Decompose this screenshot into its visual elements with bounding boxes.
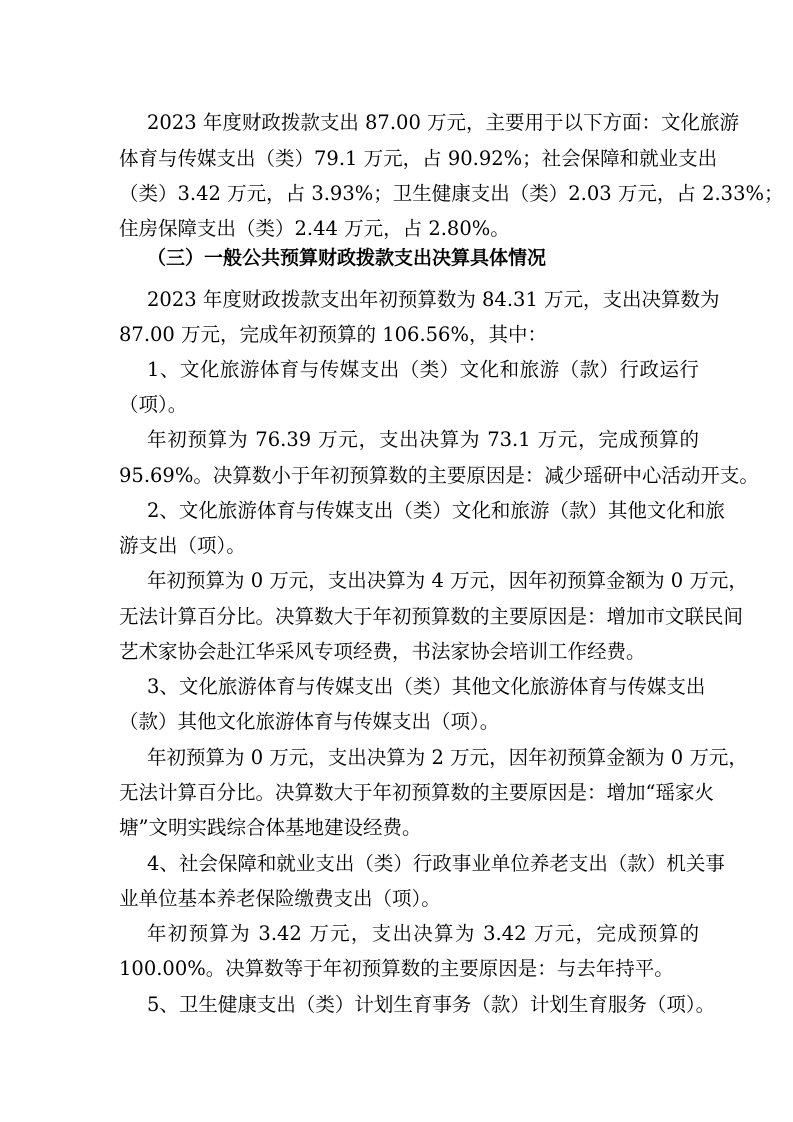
paragraph-line: 塘”文明实践综合体基地建设经费。	[119, 816, 422, 839]
list-item: 2、文化旅游体育与传媒支出（类）文化和旅游（款）其他文化和旅	[147, 499, 725, 522]
paragraph-line: 100.00%。决算数等于年初预算数的主要原因是：与去年持平。	[119, 957, 674, 980]
paragraph-line: 无法计算百分比。决算数大于年初预算数的主要原因是：增加“瑶家火	[119, 781, 714, 804]
paragraph-line: 年初预算为 0 万元，支出决算为 2 万元，因年初预算金额为 0 万元，	[147, 746, 748, 769]
list-item: （款）其他文化旅游体育与传媒支出（项）。	[119, 710, 500, 733]
paragraph-line: 87.00 万元，完成年初预算的 106.56%，其中：	[119, 323, 547, 346]
list-item: （项）。	[119, 393, 188, 416]
list-item: 游支出（项）。	[119, 534, 246, 557]
paragraph-line: 95.69%。决算数小于年初预算数的主要原因是：减少瑶研中心活动开支。	[119, 464, 759, 487]
list-item: 1、文化旅游体育与传媒支出（类）文化和旅游（款）行政运行	[147, 358, 699, 381]
paragraph-line: 住房保障支出（类）2.44 万元，占 2.80%。	[119, 217, 510, 240]
list-item: 5、卫生健康支出（类）计划生育事务（款）计划生育服务（项）。	[147, 993, 716, 1016]
paragraph-line: 体育与传媒支出（类）79.1 万元，占 90.92%；社会保障和就业支出	[119, 147, 718, 170]
paragraph-line: 艺术家协会赴江华采风专项经费，书法家协会培训工作经费。	[119, 640, 646, 663]
paragraph-line: 2023 年度财政拨款支出 87.00 万元，主要用于以下方面：文化旅游	[147, 111, 740, 134]
section-heading: （三）一般公共预算财政拨款支出决算具体情况	[147, 247, 547, 269]
list-item: 4、社会保障和就业支出（类）行政事业单位养老支出（款）机关事	[147, 852, 725, 875]
paragraph-line: 年初预算为 3.42 万元，支出决算为 3.42 万元，完成预算的	[147, 922, 699, 945]
paragraph-line: 2023 年度财政拨款支出年初预算数为 84.31 万元，支出决算数为	[147, 288, 720, 311]
paragraph-line: 年初预算为 76.39 万元，支出决算为 73.1 万元，完成预算的	[147, 428, 699, 451]
paragraph-line: 年初预算为 0 万元，支出决算为 4 万元，因年初预算金额为 0 万元，	[147, 569, 748, 592]
paragraph-line: 无法计算百分比。决算数大于年初预算数的主要原因是：增加市文联民间	[119, 605, 744, 628]
paragraph-line: （类）3.42 万元，占 3.93%；卫生健康支出（类）2.03 万元，占 2.33%；	[119, 182, 784, 205]
list-item: 业单位基本养老保险缴费支出（项）。	[119, 887, 441, 910]
list-item: 3、文化旅游体育与传媒支出（类）其他文化旅游体育与传媒支出	[147, 675, 706, 698]
